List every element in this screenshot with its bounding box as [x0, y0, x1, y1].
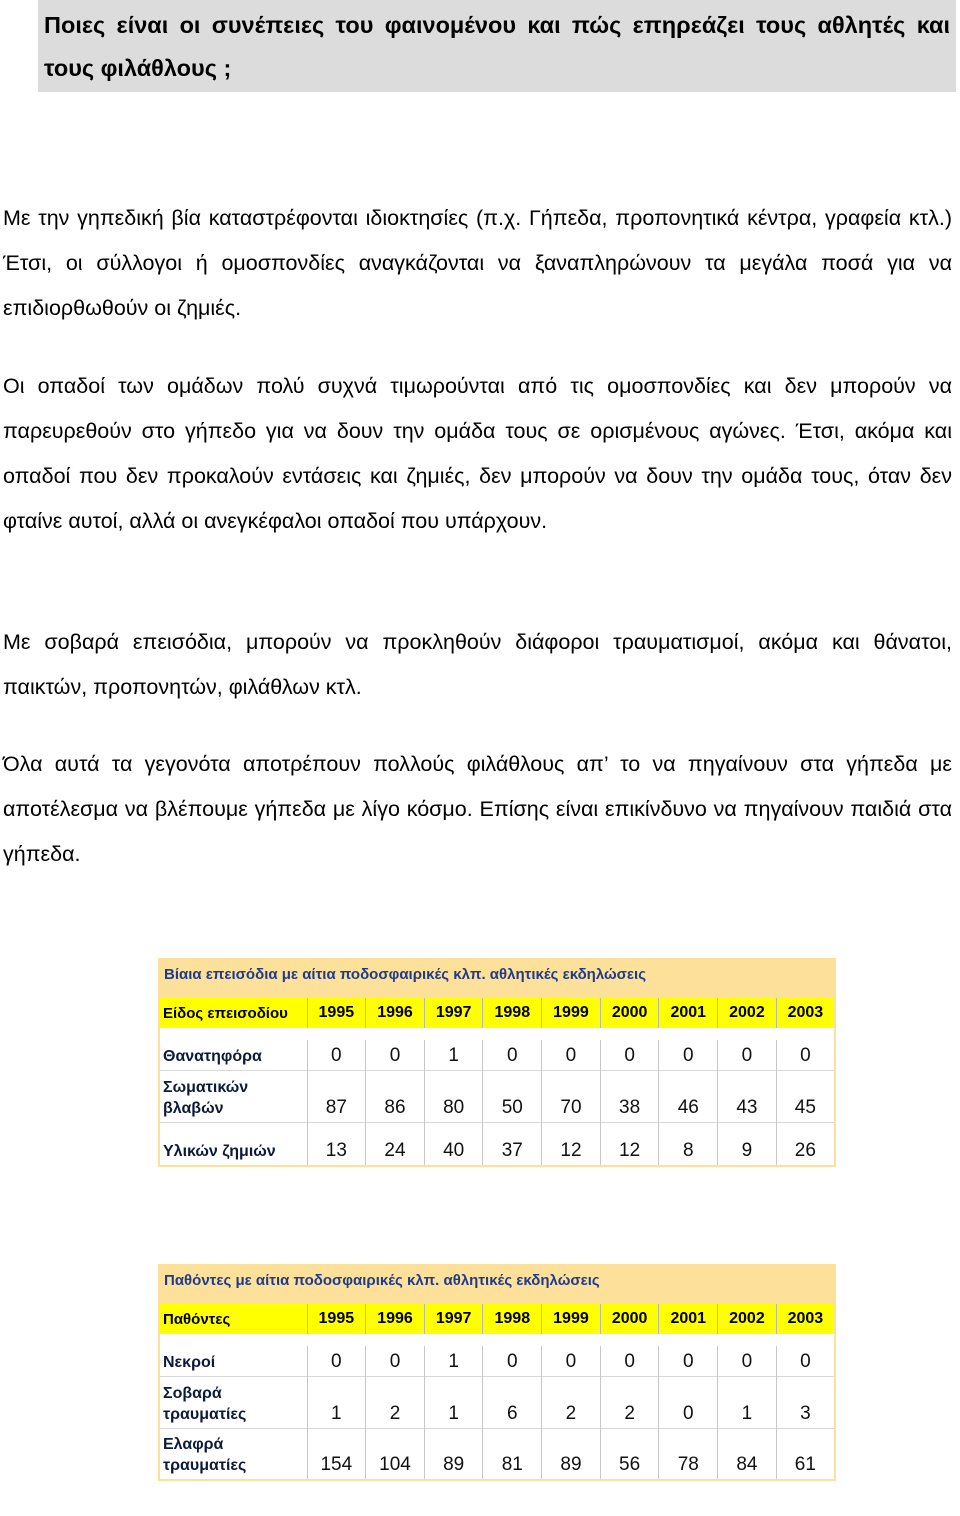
- table-cell: 0: [307, 1040, 366, 1070]
- table-cell: 81: [483, 1428, 542, 1480]
- table-cell: 78: [659, 1428, 718, 1480]
- table-cell: 2: [366, 1376, 425, 1428]
- row-label: Νεκροί: [159, 1346, 307, 1376]
- table-spacer-row: [159, 988, 835, 998]
- table-title: Βίαια επεισόδια με αίτια ποδοσφαιρικές κλπ. αθλητικές εκδηλώσεις: [159, 959, 835, 988]
- row-label: Ελαφρά τραυματίες: [159, 1428, 307, 1480]
- table-cell: 154: [307, 1428, 366, 1480]
- table-cell: 0: [659, 1376, 718, 1428]
- table-cell: 12: [600, 1122, 659, 1166]
- year-header: 1999: [542, 1304, 601, 1334]
- year-header: 1995: [307, 998, 366, 1028]
- table-row: [159, 1376, 835, 1428]
- table-cell: 0: [659, 1346, 718, 1376]
- victims-table: [158, 1264, 836, 1481]
- table-cell: 0: [600, 1346, 659, 1376]
- table-cell: 37: [483, 1122, 542, 1166]
- year-header: 1999: [542, 998, 601, 1028]
- row-label: Σωματικών βλαβών: [159, 1070, 307, 1122]
- table-spacer-row: [159, 1294, 835, 1304]
- row-label: Σοβαρά τραυματίες: [159, 1376, 307, 1428]
- table-cell: 9: [718, 1122, 777, 1166]
- table-cell: 43: [718, 1070, 777, 1122]
- table-cell: 38: [600, 1070, 659, 1122]
- year-header: 2000: [600, 998, 659, 1028]
- table-cell: 12: [542, 1122, 601, 1166]
- table-cell: 84: [718, 1428, 777, 1480]
- year-header: 1995: [307, 1304, 366, 1334]
- table-header-row: [159, 998, 835, 1028]
- table-cell: 26: [776, 1122, 835, 1166]
- table-cell: 1: [424, 1040, 483, 1070]
- table-cell: 13: [307, 1122, 366, 1166]
- table-cell: 2: [542, 1376, 601, 1428]
- year-header: 2000: [600, 1304, 659, 1334]
- paragraph-fan-penalties: Οι οπαδοί των ομάδων πολύ συχνά τιμωρούνται από τις ομοσπονδίες και δεν μπορούν να παρευρεθούν στο γήπεδο για να δουν την ομάδα τους σε ορισμένους αγώνες. Έτσι, ακόμα και οπαδοί που δεν προκαλούν εντάσεις και ζημιές, δεν μπορούν να δουν την ομάδα τους, όταν δεν φταίνε αυτοί, αλλά οι ανεγκέφαλοι οπαδοί που υπάρχουν.: [3, 374, 952, 533]
- year-header: 1997: [424, 998, 483, 1028]
- table-cell: 0: [307, 1346, 366, 1376]
- table-cell: 80: [424, 1070, 483, 1122]
- paragraph-attendance: Όλα αυτά τα γεγονότα αποτρέπουν πολλούς φιλάθλους απ’ το να πηγαίνουν στα γήπεδα με αποτέλεσμα να βλέπουμε γήπεδα με λίγο κόσμο. Επίσης είναι επικίνδυνο να πηγαίνουν παιδιά στα γήπεδα.: [3, 752, 952, 866]
- table-cell: 0: [542, 1346, 601, 1376]
- year-header: 1996: [366, 1304, 425, 1334]
- incidents-table: [158, 958, 836, 1167]
- table-cell: 0: [483, 1346, 542, 1376]
- table-cell: 104: [366, 1428, 425, 1480]
- table-title-row: [159, 1265, 835, 1294]
- table-cell: 2: [600, 1376, 659, 1428]
- table-cell: 1: [424, 1346, 483, 1376]
- paragraph-property-damage: Με την γηπεδική βία καταστρέφονται ιδιοκτησίες (π.χ. Γήπεδα, προπονητικά κέντρα, γραφεία κτλ.) Έτσι, οι σύλλογοι ή ομοσπονδίες αναγκάζονται να ξαναπληρώνουν τα μεγάλα ποσά για να επιδιορθωθούν οι ζημιές.: [3, 206, 952, 320]
- table-cell: 24: [366, 1122, 425, 1166]
- row-label: Θανατηφόρα: [159, 1040, 307, 1070]
- table-cell: 0: [483, 1040, 542, 1070]
- year-header: 1998: [483, 998, 542, 1028]
- year-header: 2001: [659, 998, 718, 1028]
- table-row: [159, 1428, 835, 1480]
- year-header: 1998: [483, 1304, 542, 1334]
- table-cell: 1: [424, 1376, 483, 1428]
- table-cell: 6: [483, 1376, 542, 1428]
- table-cell: 56: [600, 1428, 659, 1480]
- table-cell: 89: [424, 1428, 483, 1480]
- table-cell: 0: [366, 1346, 425, 1376]
- table-cell: 89: [542, 1428, 601, 1480]
- table-cell: 0: [542, 1040, 601, 1070]
- table-cell: 0: [776, 1040, 835, 1070]
- table-cell: 46: [659, 1070, 718, 1122]
- table-cell: 0: [776, 1346, 835, 1376]
- year-header: 1997: [424, 1304, 483, 1334]
- table-row: [159, 1122, 835, 1166]
- header-label: Είδος επεισοδίου: [159, 998, 307, 1028]
- table-cell: 86: [366, 1070, 425, 1122]
- table-cell: 1: [307, 1376, 366, 1428]
- table-cell: 1: [718, 1376, 777, 1428]
- year-header: 2002: [718, 1304, 777, 1334]
- year-header: 2001: [659, 1304, 718, 1334]
- table-cell: 0: [718, 1040, 777, 1070]
- row-label: Υλικών ζημιών: [159, 1122, 307, 1166]
- table-cell: 0: [600, 1040, 659, 1070]
- table-cell: 8: [659, 1122, 718, 1166]
- table-cell: 50: [483, 1070, 542, 1122]
- table-title: Παθόντες με αίτια ποδοσφαιρικές κλπ. αθλητικές εκδηλώσεις: [159, 1265, 835, 1294]
- table-cell: 45: [776, 1070, 835, 1122]
- table-cell: 0: [366, 1040, 425, 1070]
- header-label: Παθόντες: [159, 1304, 307, 1334]
- table-cell: 61: [776, 1428, 835, 1480]
- table-cell: 3: [776, 1376, 835, 1428]
- table-row: [159, 1070, 835, 1122]
- year-header: 2002: [718, 998, 777, 1028]
- year-header: 2003: [776, 1304, 835, 1334]
- heading-box: [38, 0, 956, 92]
- year-header: 2003: [776, 998, 835, 1028]
- table-cell: 40: [424, 1122, 483, 1166]
- year-header: 1996: [366, 998, 425, 1028]
- table-cell: 0: [659, 1040, 718, 1070]
- table-cell: 87: [307, 1070, 366, 1122]
- section-heading: Ποιες είναι οι συνέπειες του φαινομένου και πώς επηρεάζει τους αθλητές και τους φιλάθλους ;: [44, 12, 950, 81]
- table-cell: 70: [542, 1070, 601, 1122]
- table-title-row: [159, 959, 835, 988]
- table-row: [159, 1346, 835, 1376]
- table-cell: 0: [718, 1346, 777, 1376]
- paragraph-injuries: Με σοβαρά επεισόδια, μπορούν να προκληθούν διάφοροι τραυματισμοί, ακόμα και θάνατοι, παικτών, προπονητών, φιλάθλων κτλ.: [3, 630, 952, 699]
- table-row: [159, 1040, 835, 1070]
- table-header-row: [159, 1304, 835, 1334]
